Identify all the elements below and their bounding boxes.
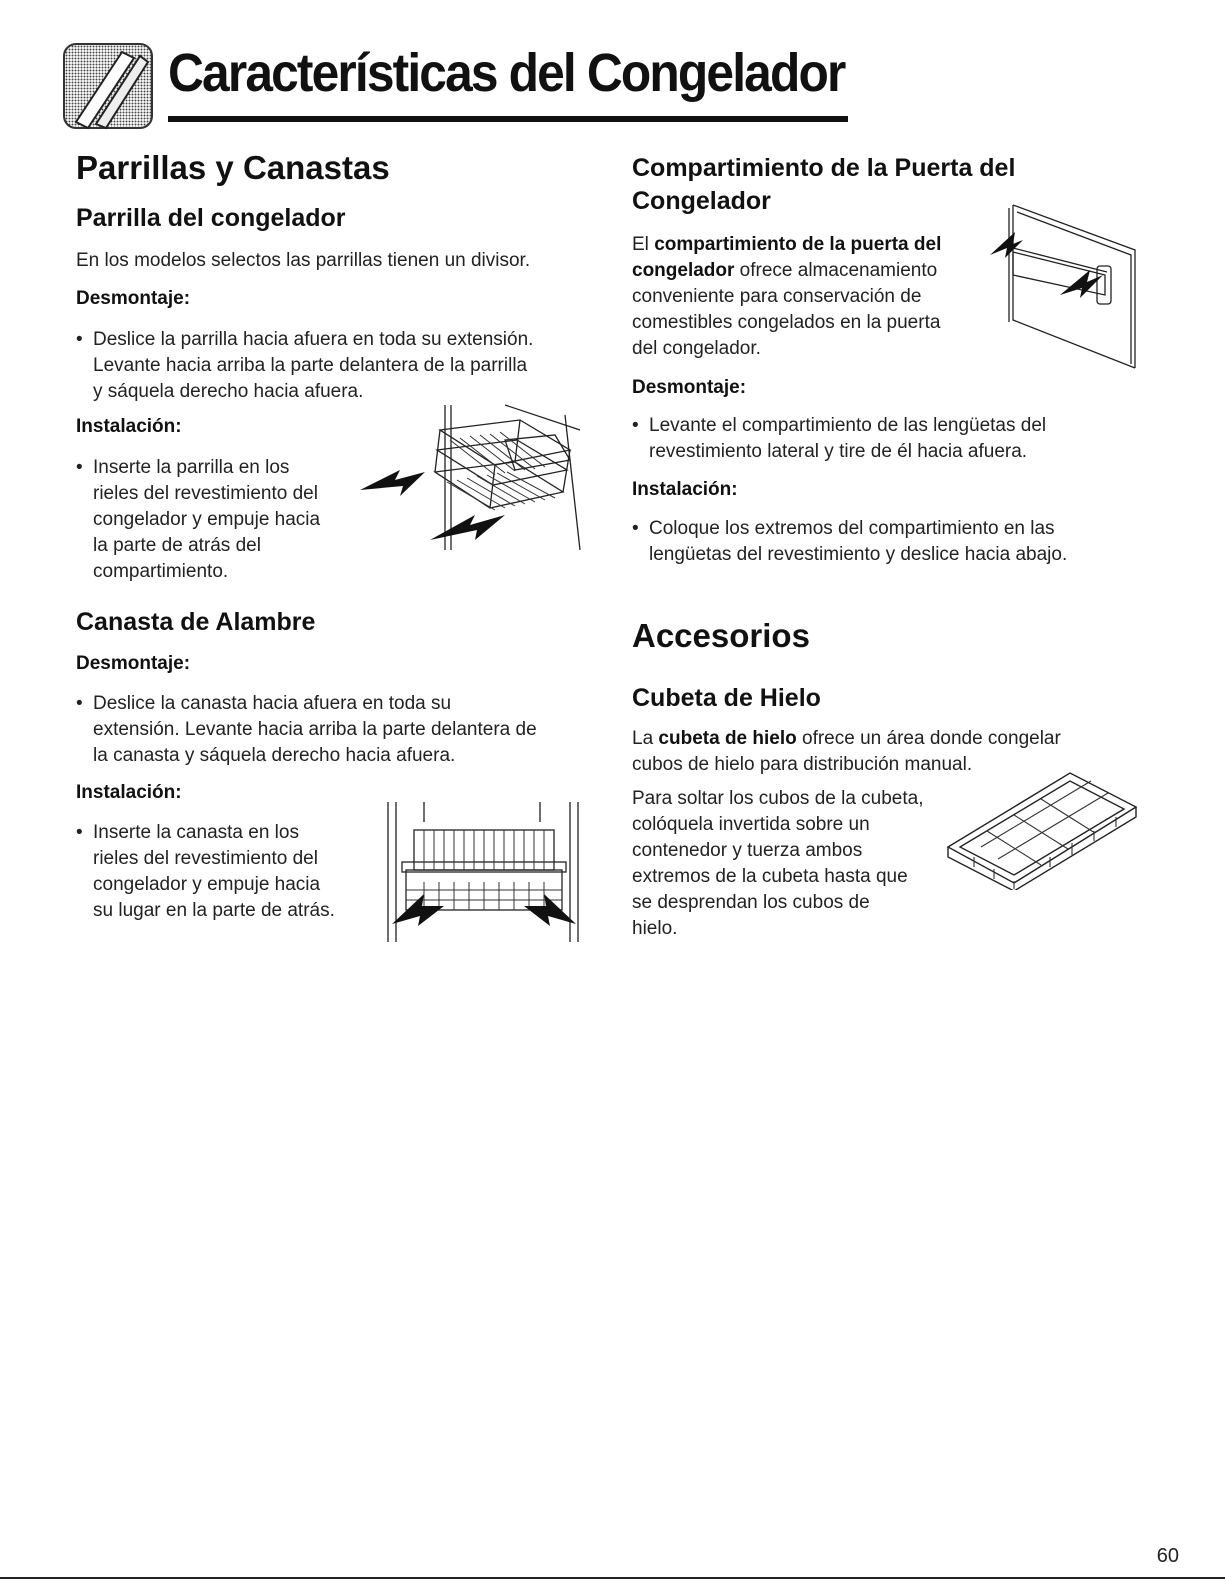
door-bin-illustration xyxy=(985,200,1140,370)
shelf-removal-label: Desmontaje: xyxy=(76,288,191,309)
text-run: ofrece un área donde congelar xyxy=(796,728,1061,749)
text-line: la parte de atrás del xyxy=(93,535,261,556)
text-line: congelador y empuje hacia xyxy=(93,509,321,530)
text-bold: cubeta de hielo xyxy=(658,728,797,749)
text-line: extensión. Levante hacia arriba la parte delantera de xyxy=(93,719,537,740)
ice-tray-title: Cubeta de Hielo xyxy=(632,684,821,712)
text-line: conveniente para conservación de xyxy=(632,286,922,307)
ice-tray-illustration xyxy=(940,765,1140,890)
text-line: del congelador. xyxy=(632,338,761,359)
title-underline xyxy=(168,116,848,122)
shelf-title: Parrilla del congelador xyxy=(76,204,346,232)
bottom-rule xyxy=(0,1577,1225,1579)
text-line xyxy=(632,232,941,258)
accessories-title: Accesorios xyxy=(632,617,810,654)
text-line: • Deslice la canasta hacia afuera en toda su xyxy=(93,693,452,714)
shelf-install-bullet xyxy=(76,455,320,585)
text-line: Para soltar los cubos de la cubeta, xyxy=(632,788,924,809)
text-line: • Deslice la parrilla hacia afuera en toda su extensión. xyxy=(93,329,534,350)
door-bin-removal-label: Desmontaje: xyxy=(632,377,747,398)
text-line: revestimiento lateral y tire de él hacia afuera. xyxy=(649,441,1028,462)
text-line: cubos de hielo para distribución manual. xyxy=(632,754,973,775)
text-line: colóquela invertida sobre un xyxy=(632,814,870,835)
text-line: y sáquela derecho hacia afuera. xyxy=(93,381,364,402)
door-bin-title-line1: Compartimiento de la Puerta del xyxy=(632,154,1016,182)
door-bin-install-bullet xyxy=(632,516,1067,568)
freezer-shelf-illustration xyxy=(355,400,585,555)
text-line: congelador y empuje hacia xyxy=(93,874,321,895)
basket-title: Canasta de Alambre xyxy=(76,608,316,636)
page-title: Características del Congelador xyxy=(168,43,845,103)
text-run: La xyxy=(632,728,659,749)
text-line: lengüetas del revestimiento y deslice hacia abajo. xyxy=(649,544,1068,565)
text-line: Levante hacia arriba la parte delantera de la parrilla xyxy=(93,355,528,376)
text-line xyxy=(632,258,941,284)
shelf-removal-bullet xyxy=(76,327,533,405)
wire-basket-illustration xyxy=(384,802,584,944)
text-run: ofrece almacenamiento xyxy=(734,260,938,281)
door-bin-intro xyxy=(632,232,941,362)
text-bold: compartimiento de la puerta del xyxy=(654,234,942,255)
text-line: • Inserte la canasta en los xyxy=(93,822,299,843)
basket-install-bullet xyxy=(76,820,335,924)
text-line: rieles del revestimiento del xyxy=(93,848,318,869)
text-line: hielo. xyxy=(632,918,678,939)
text-line: extremos de la cubeta hasta que xyxy=(632,866,908,887)
freezer-section-icon xyxy=(62,42,154,130)
text-line: compartimiento. xyxy=(93,561,229,582)
door-bin-title-line2: Congelador xyxy=(632,187,771,215)
door-bin-removal-bullet xyxy=(632,413,1046,465)
text-bold: congelador xyxy=(632,260,735,281)
text-line: rieles del revestimiento del xyxy=(93,483,318,504)
basket-removal-bullet xyxy=(76,691,537,769)
text-line: • Coloque los extremos del compartimiento en las xyxy=(649,518,1055,539)
basket-removal-label: Desmontaje: xyxy=(76,653,191,674)
text-line: • Inserte la parrilla en los xyxy=(93,457,290,478)
ice-tray-release-text xyxy=(632,786,924,942)
text-run: El xyxy=(632,234,655,255)
text-line xyxy=(632,726,1061,752)
text-line: su lugar en la parte de atrás. xyxy=(93,900,335,921)
page-number: 60 xyxy=(1156,1545,1179,1567)
door-bin-install-label: Instalación: xyxy=(632,479,738,500)
shelf-intro: En los modelos selectos las parrillas tienen un divisor. xyxy=(76,250,531,271)
text-line: • Levante el compartimiento de las lengüetas del xyxy=(649,415,1047,436)
basket-install-label: Instalación: xyxy=(76,782,182,803)
text-line: contenedor y tuerza ambos xyxy=(632,840,863,861)
text-line: la canasta y sáquela derecho hacia afuera. xyxy=(93,745,456,766)
shelf-install-label: Instalación: xyxy=(76,416,182,437)
text-line: se desprendan los cubos de xyxy=(632,892,870,913)
text-line: comestibles congelados en la puerta xyxy=(632,312,941,333)
section-title-shelves-baskets: Parrillas y Canastas xyxy=(76,149,390,186)
